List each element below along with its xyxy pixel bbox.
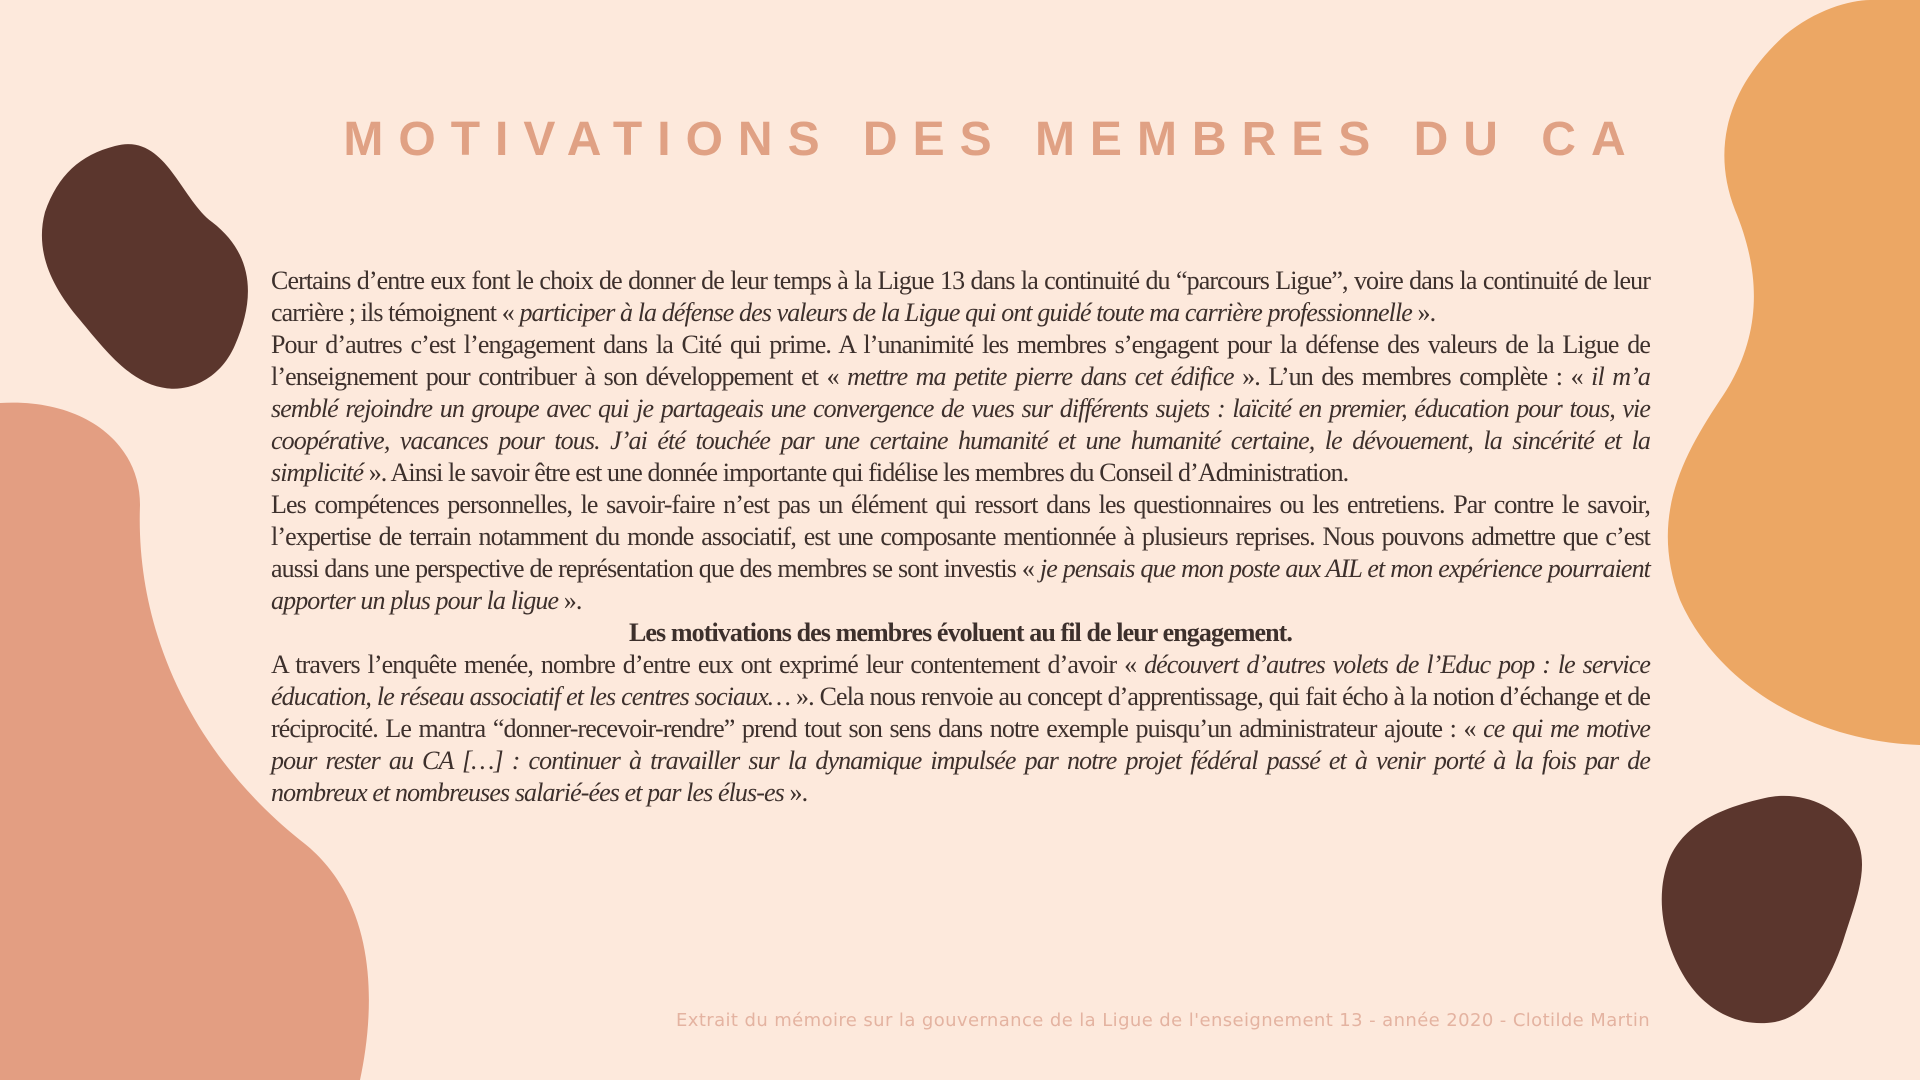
paragraph-2-end: ». Ainsi le savoir être est une donnée importante qui fidélise les membres du Conseil d’Administration. bbox=[363, 458, 1349, 487]
paragraph-3-quote: je pensais que mon poste aux AIL et mon expérience pourraient apporter un plus pour la ligue bbox=[271, 554, 1650, 615]
paragraph-4-quote-2: ce qui me motive pour rester au CA […] : continuer à travailler sur la dynamique impulsée par notre projet fédéral passé et à venir porté à la fois par de nombreux et nombreuses salarié-ées et par les élus-es bbox=[271, 714, 1650, 807]
footer-caption: Extrait du mémoire sur la gouvernance de la Ligue de l'enseignement 13 - année 2020 - Clotilde Martin bbox=[676, 1010, 1651, 1031]
paragraph-4-text: A travers l’enquête menée, nombre d’entre eux ont exprimé leur contentement d’avoir « bbox=[271, 650, 1145, 679]
paragraph-4-quote-1: découvert d’autres volets de l’Educ pop : le service éducation, le réseau associatif et les centres sociaux… bbox=[271, 650, 1650, 711]
dark-blob-top-left bbox=[42, 144, 248, 389]
paragraph-2-text-2: ». L’un des membres complète : « bbox=[1233, 362, 1592, 391]
body-text bbox=[271, 265, 1650, 809]
paragraph-2 bbox=[271, 329, 1650, 489]
paragraph-1-end: ». bbox=[1411, 298, 1436, 327]
paragraph-2-quote-2: il m’a semblé rejoindre un groupe avec qui je partageais une convergence de vues sur différents sujets : laïcité en premier, éducation pour tous, vie coopérative, vacances pour tous. J’ai été touchée par une certaine humanité et une humanité certaine, le dévouement, la sincérité et la simplicité bbox=[271, 362, 1651, 487]
dark-blob-bottom-right bbox=[1662, 796, 1862, 1023]
page-title: MOTIVATIONS DES MEMBRES DU CA bbox=[343, 113, 1641, 166]
paragraph-3-end: ». bbox=[558, 586, 582, 615]
paragraph-2-quote-1: mettre ma petite pierre dans cet édifice bbox=[847, 362, 1234, 391]
paragraph-2-text: Pour d’autres c’est l’engagement dans la Cité qui prime. A l’unanimité les membres s’engagent pour la défense des valeurs de la Ligue de l’enseignement pour contribuer à son développement et « bbox=[271, 330, 1650, 391]
paragraph-1 bbox=[271, 265, 1650, 329]
paragraph-4-text-2: ». Cela nous renvoie au concept d’apprentissage, qui fait écho à la notion d’échange et de réciprocité. Le mantra “donner-recevoir-rendre” prend tout son sens dans notre exemple puisqu’un administrateur ajoute : « bbox=[271, 682, 1650, 743]
paragraph-1-text: Certains d’entre eux font le choix de donner de leur temps à la Ligue 13 dans la continuité du “parcours Ligue”, voire dans la continuité de leur carrière ; ils témoignent « bbox=[271, 266, 1650, 327]
paragraph-3-text: Les compétences personnelles, le savoir-faire n’est pas un élément qui ressort dans les questionnaires ou les entretiens. Par contre le savoir, l’expertise de terrain notamment du monde associatif, est une composante mentionnée à plusieurs reprises. Nous pouvons admettre que c’est aussi dans une perspective de représentation que des membres se sont investis « bbox=[271, 490, 1650, 583]
paragraph-1-quote: participer à la défense des valeurs de la Ligue qui ont guidé toute ma carrière professionnelle bbox=[519, 298, 1412, 327]
paragraph-4-end: ». bbox=[783, 778, 808, 807]
section-heading: Les motivations des membres évoluent au fil de leur engagement. bbox=[628, 618, 1293, 647]
paragraph-3 bbox=[271, 489, 1650, 617]
paragraph-4 bbox=[271, 649, 1650, 809]
